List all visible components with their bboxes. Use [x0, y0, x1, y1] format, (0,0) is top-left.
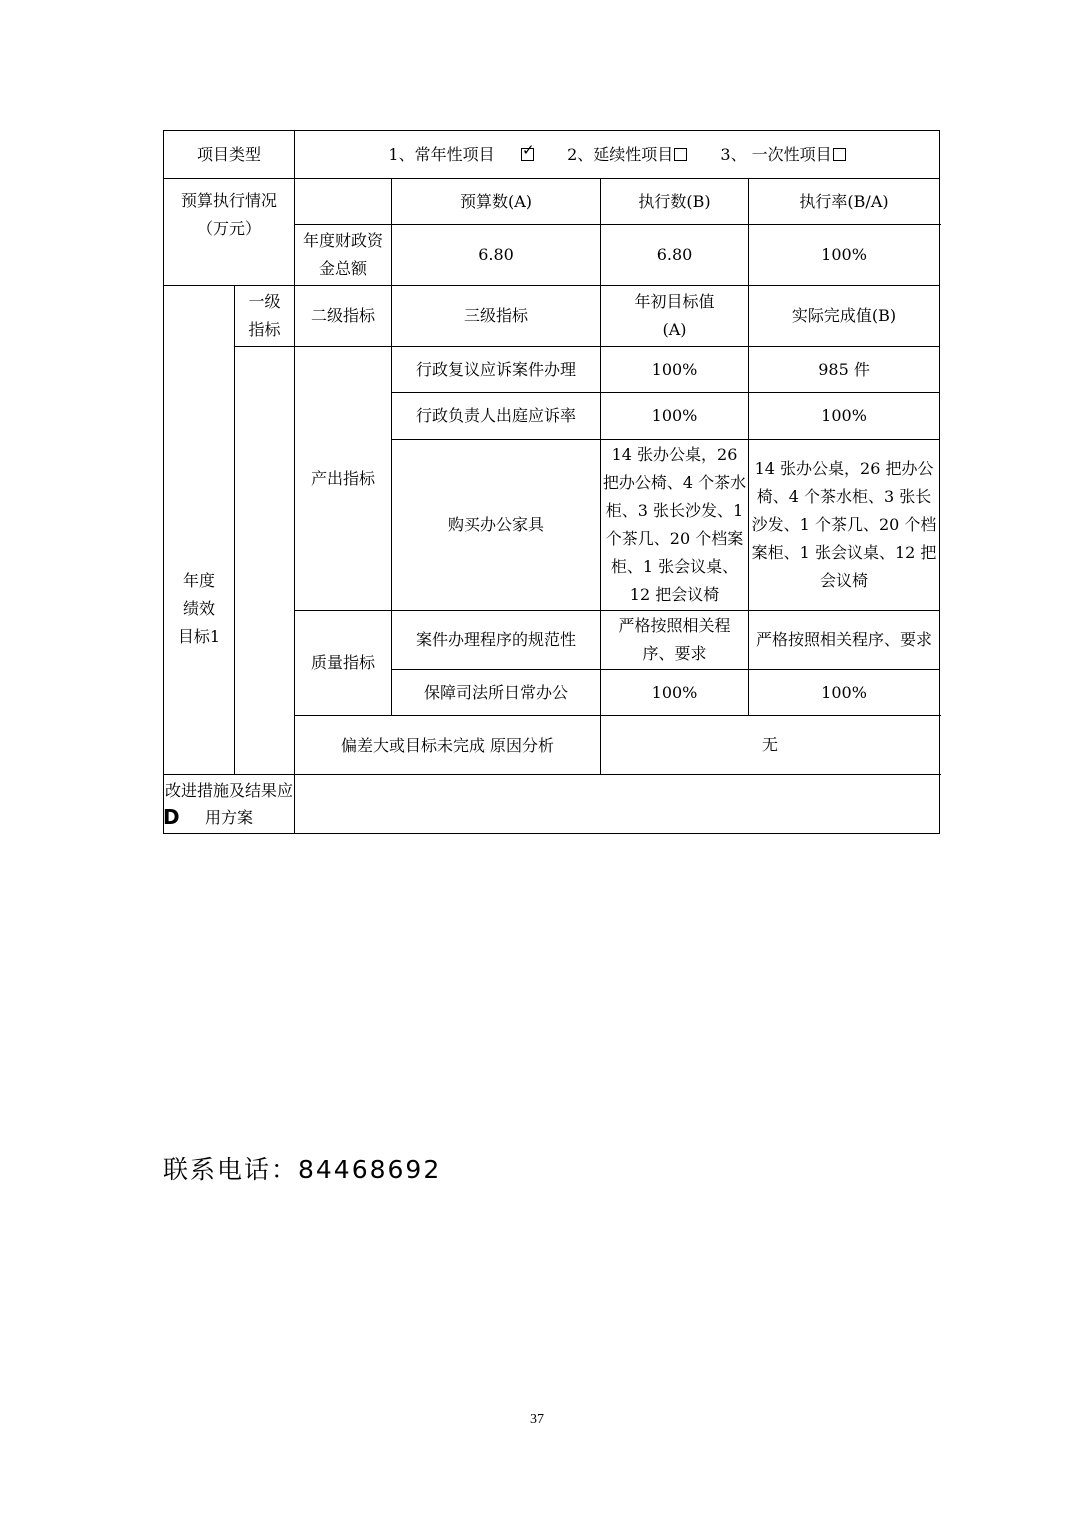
project-type-option-label: 1、常年性项目: [388, 144, 495, 164]
budget-value: 6.80: [392, 225, 601, 286]
output-indicator-label: 产出指标: [295, 347, 392, 611]
indicator-name: 行政负责人出庭应诉率: [392, 393, 601, 440]
indicator-name: 保障司法所日常办公: [392, 670, 601, 716]
level3-header: 三级指标: [392, 286, 601, 347]
project-type-option: [388, 141, 534, 169]
indicator-name: 行政复议应诉案件办理: [392, 347, 601, 393]
indicator-name: 案件办理程序的规范性: [392, 611, 601, 670]
indicator-name: 购买办公家具: [392, 440, 601, 611]
budget-col-a: 预算数(A): [392, 179, 601, 225]
improvement-value: [295, 775, 940, 834]
level2-header: 二级指标: [295, 286, 392, 347]
executed-value: 6.80: [601, 225, 749, 286]
project-type-options: [295, 131, 940, 179]
budget-col-b: 执行数(B): [601, 179, 749, 225]
page-number: 37: [530, 1412, 544, 1427]
performance-table: [163, 130, 940, 834]
deviation-label: 偏差大或目标未完成 原因分析: [295, 716, 601, 775]
quality-indicator-label: 质量指标: [295, 611, 392, 716]
indicator-actual: 100%: [749, 670, 940, 716]
project-type-option: [567, 141, 687, 169]
project-type-option-label: 2、延续性项目: [567, 144, 674, 164]
table-row: [164, 347, 940, 393]
annual-goal-label: 年度绩效目标1: [164, 286, 235, 775]
budget-header-row: [164, 179, 940, 225]
checkbox-empty-icon: [833, 148, 846, 161]
budget-label: 预算执行情况（万元）: [164, 179, 295, 286]
indicator-actual: 985 件: [749, 347, 940, 393]
indicator-actual: 严格按照相关程序、要求: [749, 611, 940, 670]
checkbox-checked-icon: [521, 148, 534, 161]
contact-phone: 联系电话：84468692: [163, 1155, 442, 1184]
indicator-actual: 100%: [749, 393, 940, 440]
stray-mark: D: [163, 805, 180, 829]
indicator-target: 100%: [601, 393, 749, 440]
level1-blank-cell: [235, 347, 295, 775]
indicator-target: 严格按照相关程序、要求: [601, 611, 749, 670]
target-header: 年初目标值(A): [601, 286, 749, 347]
indicator-target: 100%: [601, 670, 749, 716]
indicator-target: 100%: [601, 347, 749, 393]
indicator-actual: 14 张办公桌，26 把办公椅、4 个茶水柜、3 张长沙发、1 个茶几、20 个档案柜、1 张会议桌、12 把会议椅: [749, 440, 940, 611]
goals-header-row: [164, 286, 940, 347]
checkbox-empty-icon: [674, 148, 687, 161]
budget-blank-cell: [295, 179, 392, 225]
budget-col-rate: 执行率(B/A): [749, 179, 940, 225]
project-type-option-label: 3、 一次性项目: [720, 144, 832, 164]
improvement-row: [164, 775, 940, 834]
rate-value: 100%: [749, 225, 940, 286]
indicator-target: 14 张办公桌，26 把办公椅、4 个茶水柜、3 张长沙发、1 个茶几、20 个档案柜、1 张会议桌、12 把会议椅: [601, 440, 749, 611]
budget-row-label: 年度财政资金总额: [295, 225, 392, 286]
level1-header: 一级指标: [235, 286, 295, 347]
actual-header: 实际完成值(B): [749, 286, 940, 347]
improvement-label: 改进措施及结果应用方案: [164, 775, 295, 834]
project-type-option: [720, 141, 845, 169]
project-type-row: [164, 131, 940, 179]
deviation-value: 无: [601, 716, 940, 775]
project-type-label: 项目类型: [164, 131, 295, 179]
